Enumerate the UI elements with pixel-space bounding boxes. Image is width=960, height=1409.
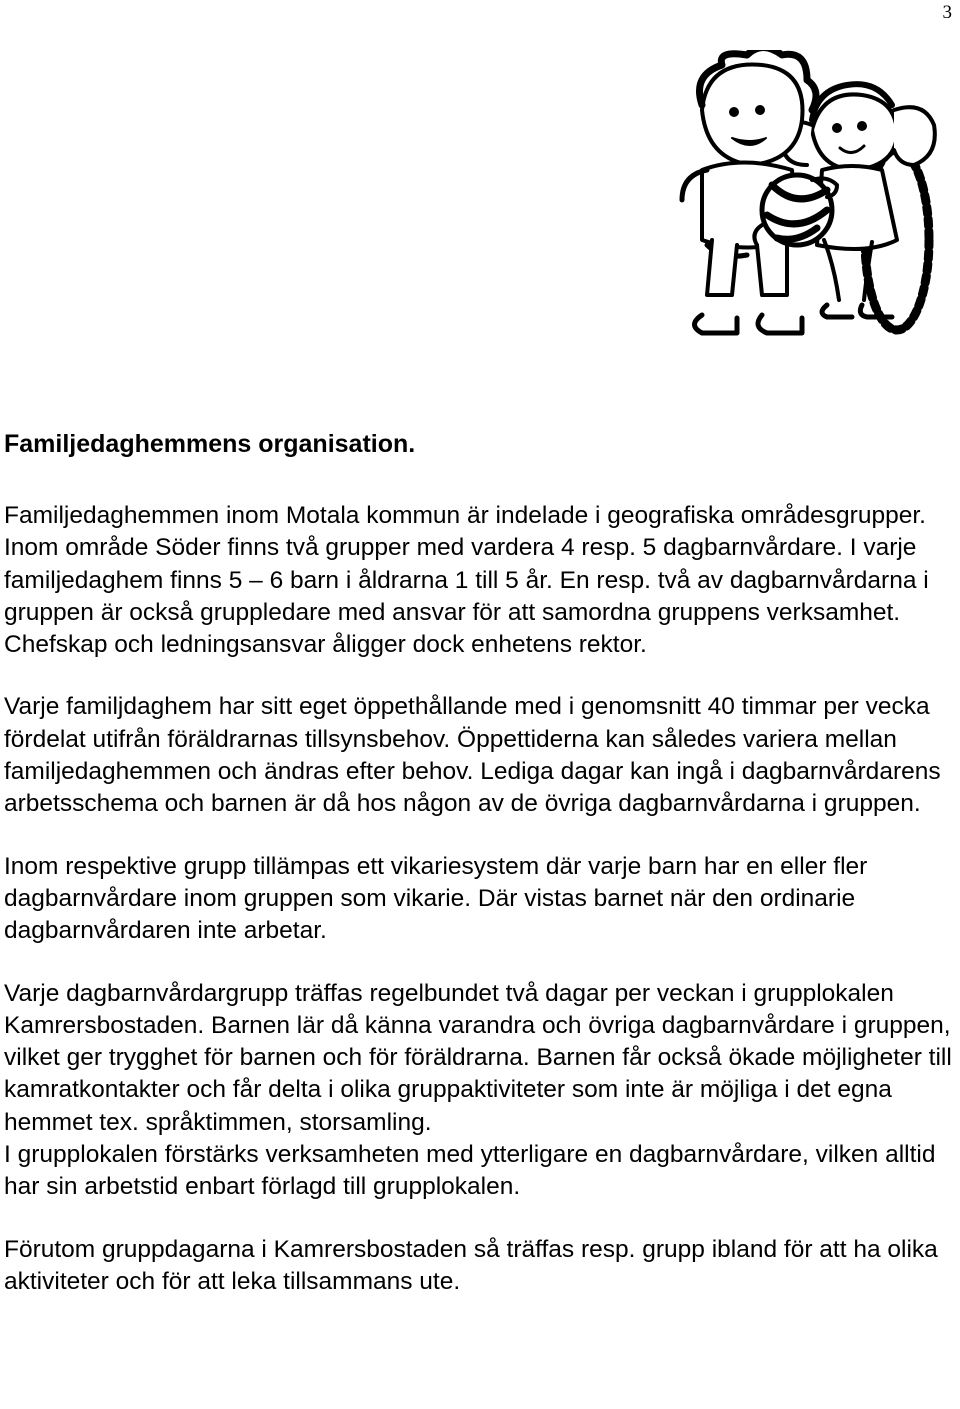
paragraph-substitute-system: Inom respektive grupp tillämpas ett vikariesystem där varje barn har en eller fler dagbarnvårdare inom gruppen som vikarie. Där vistas barnet när den ordinarie dagbarnvårdaren inte arbetar. [4,852,868,945]
paragraph-group-premises: I grupplokalen förstärks verksamheten med ytterligare en dagbarnvårdare, vilken alltid har sin arbetstid enbart förlagd till grupplokalen. [4,1141,936,1201]
section-heading: Familjedaghemmens organisation. [4,430,416,458]
paragraph-group-meetings: Varje dagbarnvårdargrupp träffas regelbundet två dagar per veckan i grupplokalen Kamrersbostaden. Barnen lär då känna varandra och övriga dagbarnvårdare i gruppen, vilket ger trygghet för barnen och för föräldrarna. Barnen får också ökade möjligheter till kamratkontakter och får delta i olika gruppaktiviteter som inte är möjliga i det egna hemmet tex. språktimmen, storsamling. [4,979,952,1136]
document-body [4,428,954,1328]
page-number: 3 [942,2,952,23]
paragraph-outdoor-activities: Förutom gruppdagarna i Kamrersbostaden så träffas resp. grupp ibland för att ha olika aktiviteter och för att leka tillsammans ute. [4,1235,938,1295]
children-with-ball-illustration [662,50,942,350]
paragraph-organisation: Familjedaghemmen inom Motala kommun är indelade i geografiska områdesgrupper. Inom område Söder finns två grupper med vardera 4 resp. 5 dagbarnvårdare. I varje familjedaghem finns 5 – 6 barn i åldrarna 1 till 5 år. En resp. två av dagbarnvårdarna i gruppen är också gruppledare med ansvar för att samordna gruppens verksamhet. Chefskap och ledningsansvar åligger dock enhetens rektor. [4,502,929,659]
paragraph-opening-hours: Varje familjdaghem har sitt eget öppethållande med i genomsnitt 40 timmar per vecka fördelat utifrån föräldrarnas tillsynsbehov. Öppettiderna kan således variera mellan familjedaghemmen och ändras efter behov. Lediga dagar kan ingå i dagbarnvårdarens arbetsschema och barnen är då hos någon av de övriga dagbarnvårdarna i gruppen. [4,693,941,818]
